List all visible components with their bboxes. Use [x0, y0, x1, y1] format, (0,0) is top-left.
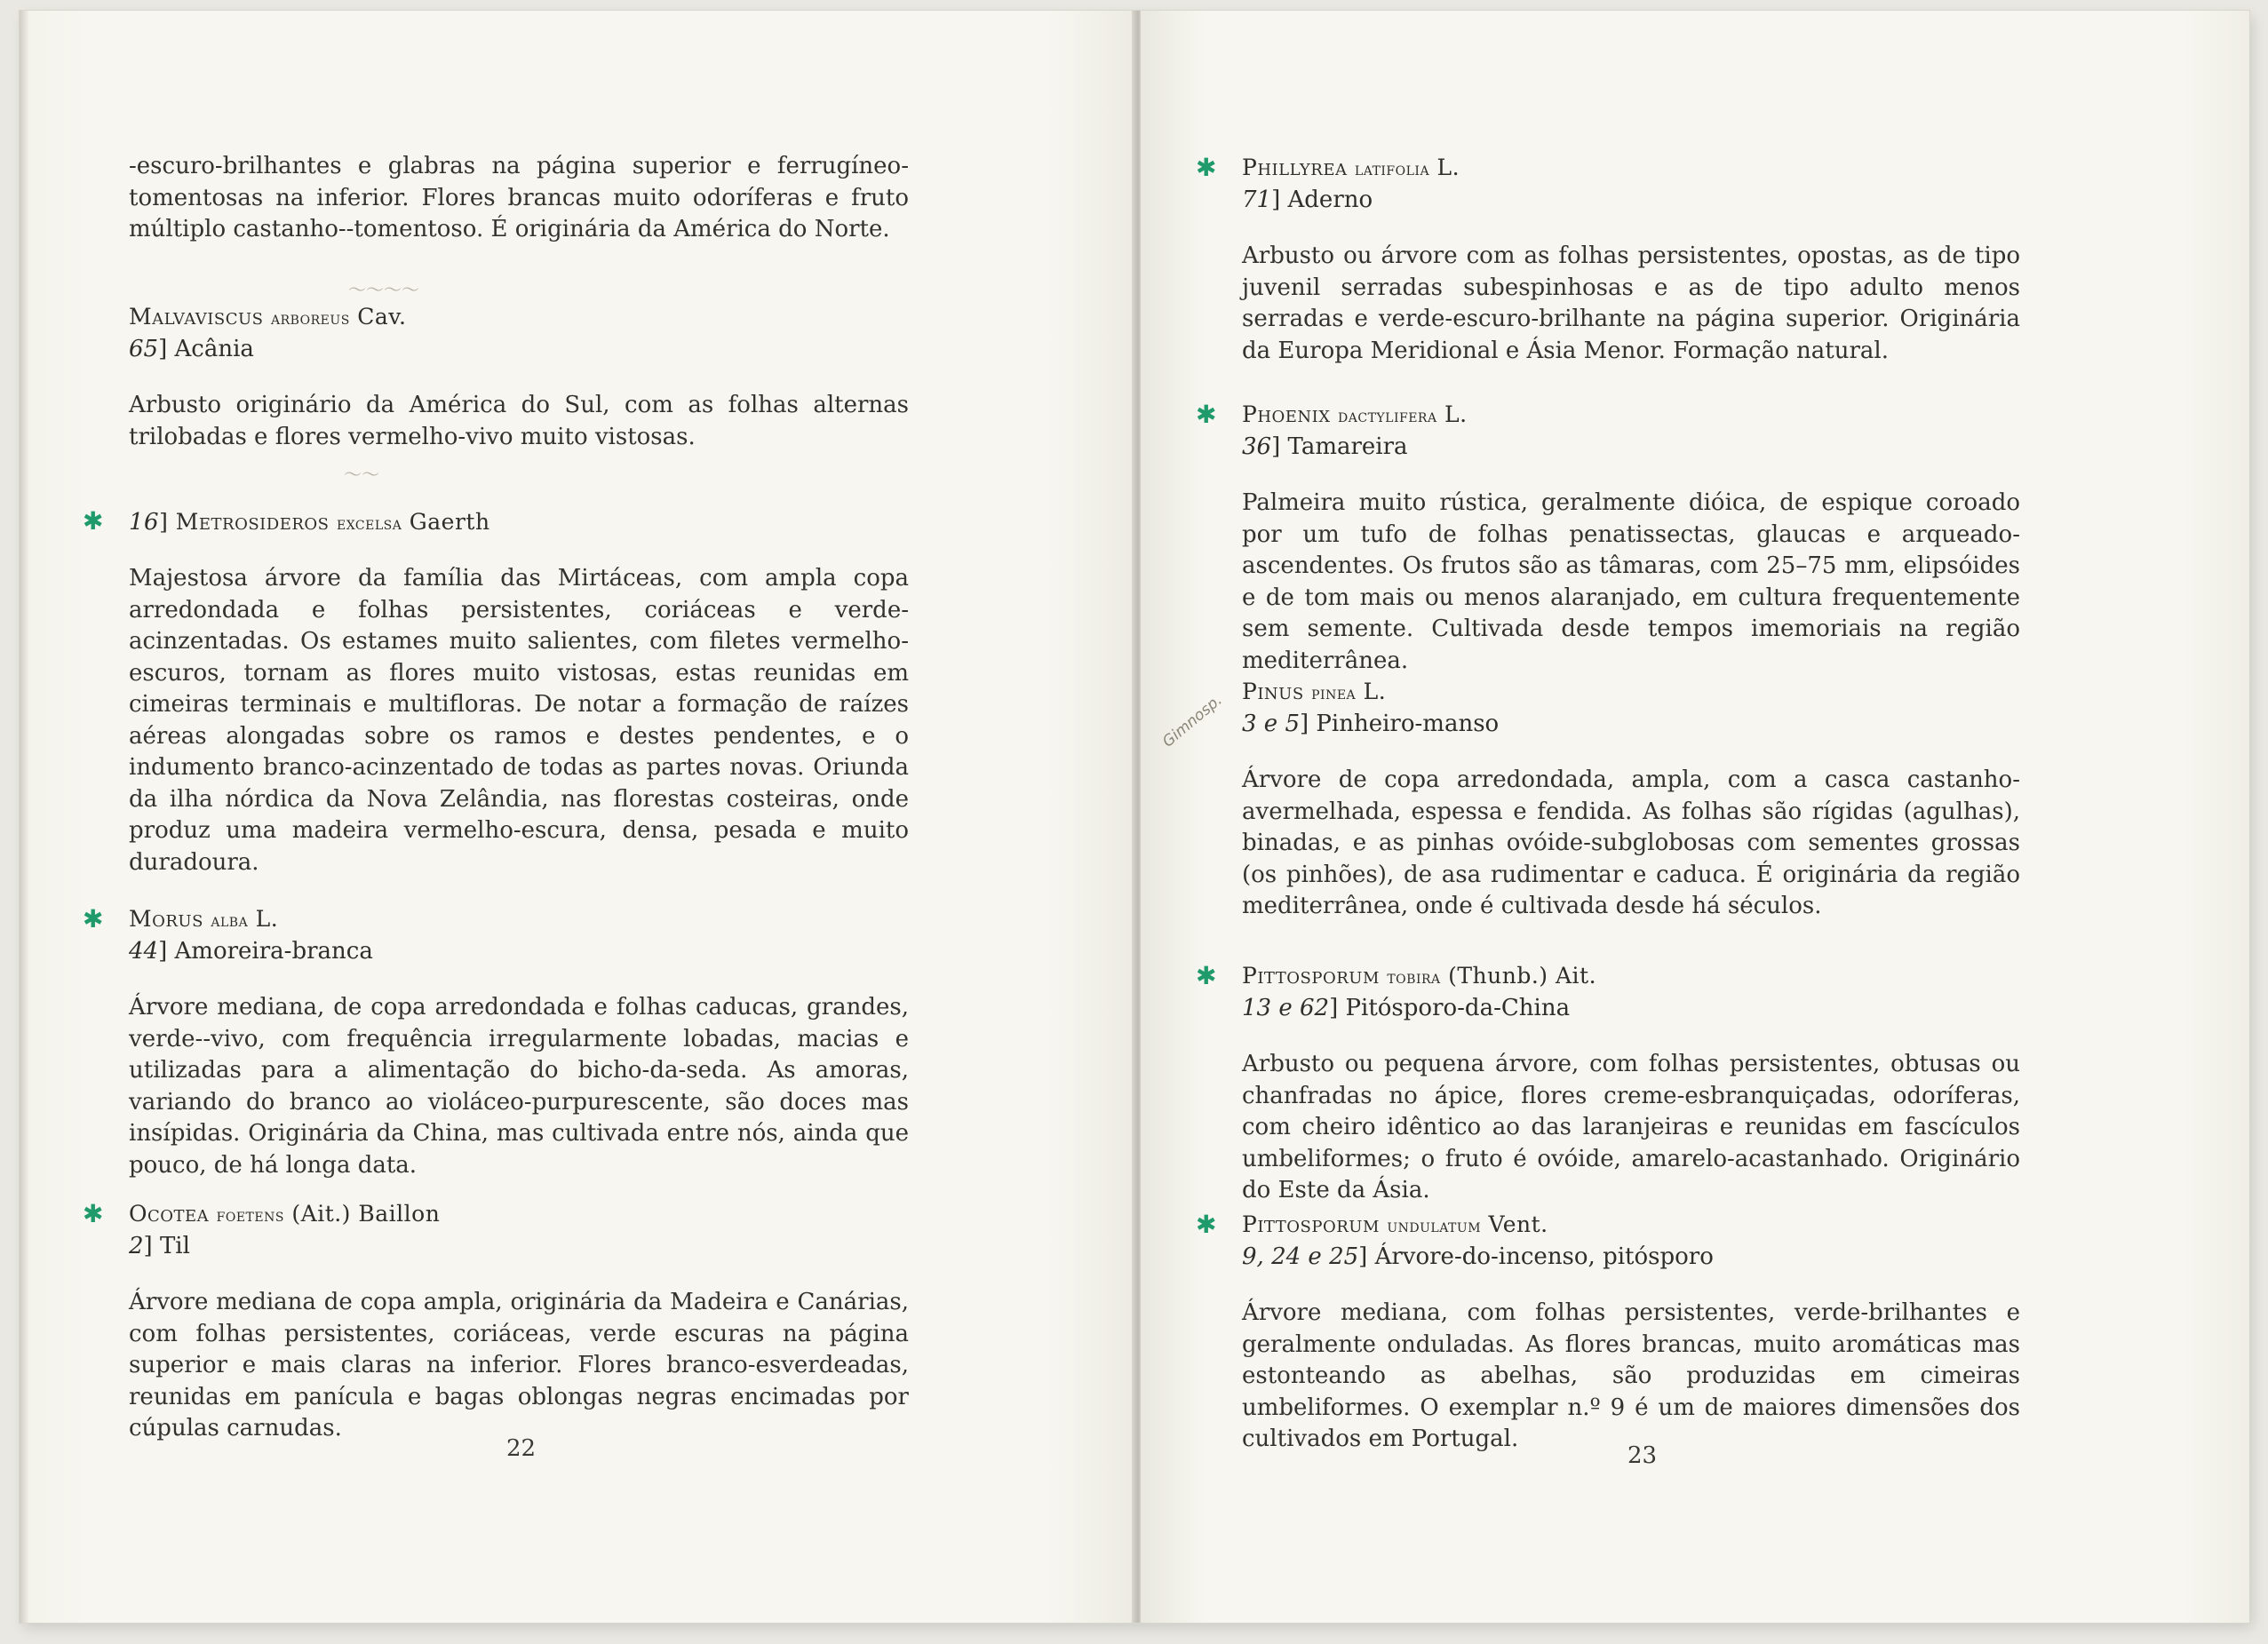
common-name-line: 65] Acânia [129, 336, 254, 362]
genus: Pittosporum [1242, 1211, 1380, 1237]
description: Arbusto originário da América do Sul, com as folhas alternas trilobadas e flores vermelho-vivo muito vistosas. [129, 392, 909, 450]
page-edge [20, 11, 28, 1623]
page-number: 23 [1627, 1442, 1658, 1469]
species-entry [83, 1199, 909, 1445]
author: Vent. [1488, 1211, 1548, 1237]
pencil-mark: ～～～～ [348, 279, 419, 300]
description: Árvore mediana de copa ampla, originária da Madeira e Canárias, com folhas persistentes, coriáceas, verde escuras na página superior e mais claras na inferior. Flores branco-esverdeadas, reunidas em panícula e bagas oblongas negras encimadas por cúpulas carnudas. [129, 1289, 909, 1441]
genus: Morus [129, 906, 203, 932]
species-entry [1159, 677, 2020, 923]
scientific-name [1196, 961, 2020, 992]
common-name: Amoreira-branca [174, 938, 373, 965]
author: (Thunb.) Ait. [1448, 963, 1597, 989]
marker-star-icon: ✱ [83, 1199, 104, 1228]
margin-note: Gimnosp. [1159, 691, 1226, 751]
book-spread [20, 11, 2249, 1623]
species: dactylifera [1338, 405, 1437, 426]
species-entry [83, 904, 909, 1181]
marker-star-icon: ✱ [1196, 400, 1217, 429]
specimen-numbers: 71 [1242, 187, 1272, 213]
common-name: Acânia [174, 336, 254, 362]
intro-paragraph: -escuro-brilhantes e glabras na página superior e ferrugíneo-tomentosas na inferior. Flores brancas muito odoríferas e fruto múltiplo castanho--tomentoso. É originária da América do Norte. [129, 153, 909, 242]
specimen-numbers: 2 [129, 1233, 144, 1259]
scientific-name [83, 1199, 909, 1230]
common-name-line: 36] Tamareira [1242, 433, 1408, 460]
common-name: Tamareira [1287, 433, 1408, 460]
intro-entry [129, 151, 909, 246]
species: latifolia [1354, 158, 1430, 179]
marker-star-icon: ✱ [1196, 1210, 1217, 1239]
scientific-name [1196, 1210, 2020, 1241]
marker-star-icon: ✱ [83, 506, 104, 536]
genus: Pinus [1242, 679, 1304, 704]
author: L. [1363, 679, 1387, 704]
page-number: 22 [506, 1435, 537, 1462]
specimen-numbers: 13 e 62 [1242, 995, 1330, 1021]
species: alba [211, 909, 249, 931]
genus: Malvaviscus [129, 304, 264, 330]
common-name-line: 2] Til [129, 1233, 190, 1259]
description: Majestosa árvore da família das Mirtáceas, com ampla copa arredondada e folhas persistentes, coriáceas e verde-acinzentadas. Os estames muito salientes, com filetes vermelho-escuros, tornam as flores muito vistosas, estas reunidas em cimeiras terminais e multifloras. De notar a formação de raízes aéreas alongadas sobre os ramos e destes pendentes, e o indumento branco-acinzentado de todas as partes novas. Oriunda da ilha nórdica da Nova Zelândia, nas florestas costeiras, onde produz uma madeira vermelho-escura, densa, pesada e muito duradoura. [129, 565, 909, 876]
author: (Ait.) Baillon [291, 1201, 441, 1227]
common-name: Aderno [1287, 187, 1373, 213]
scientific-name [83, 904, 909, 935]
scientific-name [1196, 153, 2020, 184]
scientific-name [1242, 677, 2020, 708]
common-name-line: 3 e 5] Pinheiro-manso [1242, 711, 1500, 737]
species: arboreus [270, 307, 350, 329]
genus: Phillyrea [1242, 155, 1348, 180]
common-name: Pitósporo-da-China [1345, 995, 1571, 1021]
author: Gaerth [409, 509, 490, 535]
description: Árvore mediana, com folhas persistentes, verde-brilhantes e geralmente onduladas. As flores brancas, muito aromáticas mas estonteando as abelhas, são produzidas em cimeiras umbeliformes. O exemplar n.º 9 é um de maiores dimensões dos cultivados em Portugal. [1242, 1299, 2020, 1452]
species: tobira [1387, 966, 1441, 988]
author: Cav. [357, 304, 407, 330]
scientific-name [129, 302, 909, 333]
author: L. [1436, 155, 1460, 180]
marker-star-icon: ✱ [83, 904, 104, 933]
description: Árvore mediana, de copa arredondada e folhas caducas, grandes, verde--vivo, com frequência irregularmente lobadas, macias e utilizadas para a alimentação do bicho-da-seda. As amoras, variando do branco ao violáceo-purpurescente, são doces mas insípidas. Originária da China, mas cultivada entre nós, ainda que pouco, de há longa data. [129, 994, 909, 1179]
common-name: Árvore-do-incenso, pitósporo [1374, 1243, 1714, 1270]
species-entry [129, 302, 909, 453]
pencil-mark: ～～ [344, 464, 379, 485]
specimen-numbers: 3 e 5 [1242, 711, 1300, 737]
species-entry [83, 506, 909, 878]
description: Árvore de copa arredondada, ampla, com a casca castanho-avermelhada, espessa e fendida. As folhas são rígidas (agulhas), binadas, e as pinhas ovóide-subglobosas com sementes grossas (os pinhões), de asa rudimentar e caduca. É originária da região mediterrânea, onde é cultivada desde há séculos. [1242, 766, 2020, 919]
scientific-name [1196, 400, 2020, 431]
species: pinea [1311, 682, 1357, 703]
description: Palmeira muito rústica, geralmente dióica, de espique coroado por um tufo de folhas penatissectas, glaucas e arqueado-ascendentes. Os frutos são as tâmaras, com 25–75 mm, elipsóides e de tom mais ou menos alaranjado, em cultura frequentemente sem semente. Cultivada desde tempos imemoriais na região mediterrânea. [1242, 489, 2020, 674]
species-entry [1196, 961, 2020, 1207]
species-entry [1196, 153, 2020, 367]
specimen-numbers: 36 [1242, 433, 1272, 460]
species: excelsa [336, 512, 402, 534]
marker-star-icon: ✱ [1196, 961, 1217, 990]
left-page [20, 11, 1137, 1623]
genus: Ocotea [129, 1201, 210, 1227]
species: undulatum [1387, 1215, 1482, 1236]
genus: Pittosporum [1242, 963, 1380, 989]
scientific-name: ✱ 16] Metrosideros excelsa Gaerth [83, 506, 490, 536]
description: Arbusto ou árvore com as folhas persistentes, opostas, as de tipo juvenil serradas subespinhosas e as de tipo adulto menos serradas e verde-escuro-brilhante na página superior. Originária da Europa Meridional e Ásia Menor. Formação natural. [1242, 242, 2020, 364]
description: Arbusto ou pequena árvore, com folhas persistentes, obtusas ou chanfradas no ápice, flores creme-esbranquiçadas, odoríferas, com cheiro idêntico ao das laranjeiras e reunidas em fascículos umbeliformes; o fruto é ovóide, amarelo-acastanhado. Originário do Este da Ásia. [1242, 1051, 2020, 1203]
species-entry [1196, 400, 2020, 677]
common-name-line: 9, 24 e 25] Árvore-do-incenso, pitósporo [1242, 1243, 1714, 1270]
genus: Metrosideros [175, 509, 330, 535]
author: L. [255, 906, 279, 932]
common-name: Pinheiro-manso [1316, 711, 1500, 737]
common-name-line: 71] Aderno [1242, 187, 1373, 213]
specimen-numbers: 9, 24 e 25 [1242, 1243, 1359, 1270]
species-entry [1196, 1210, 2020, 1456]
species: foetens [216, 1204, 284, 1226]
specimen-numbers: 65 [129, 336, 159, 362]
common-name: Til [159, 1233, 190, 1259]
genus: Phoenix [1242, 401, 1331, 427]
specimen-numbers: 44 [129, 938, 159, 965]
specimen-numbers: 16 [129, 509, 160, 536]
marker-star-icon: ✱ [1196, 153, 1217, 182]
common-name-line: 44] Amoreira-branca [129, 938, 373, 965]
common-name-line: 13 e 62] Pitósporo-da-China [1242, 995, 1571, 1021]
author: L. [1444, 401, 1468, 427]
